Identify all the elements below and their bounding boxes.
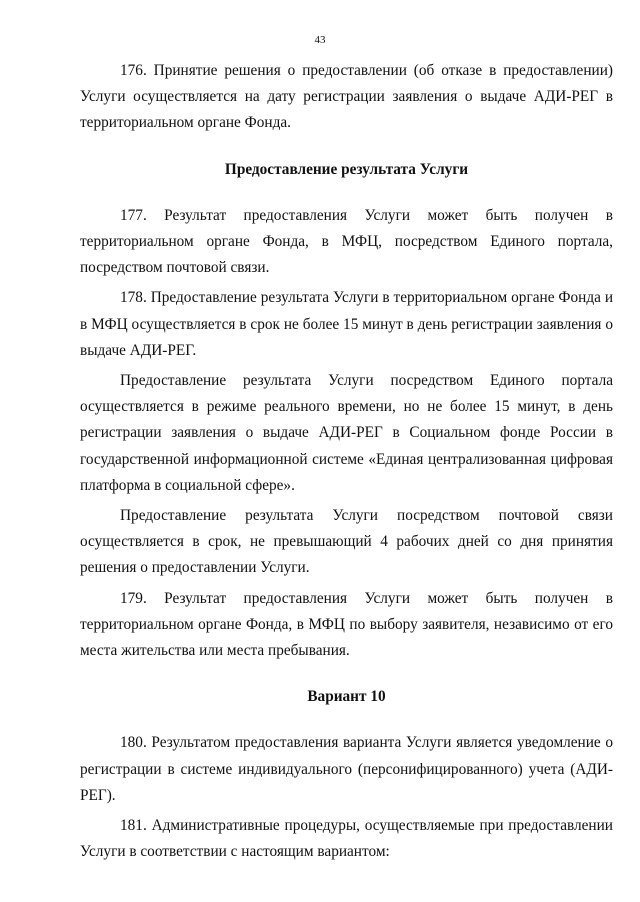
paragraph-178: 178. Предоставление результата Услуги в территориальном органе Фонда и в МФЦ осуществляется в срок не более 15 минут в день регистрации заявления о выдаче АДИ-РЕГ. (80, 289, 613, 359)
section-heading-result: Предоставление результата Услуги (224, 160, 469, 178)
paragraph-181: 181. Административные процедуры, осуществляемые при предоставлении Услуги в соответствии с настоящим вариантом: (80, 817, 613, 861)
spacer (80, 710, 613, 730)
page-number: 43 (314, 34, 326, 46)
spacer (80, 664, 613, 684)
document-body (80, 58, 613, 865)
paragraph-178-post: Предоставление результата Услуги посредством почтовой связи осуществляется в срок, не превышающий 4 рабочих дней со дня принятия решения о предоставлении Услуги. (80, 507, 613, 577)
paragraph-178-portal: Предоставление результата Услуги посредством Единого портала осуществляется в режиме реального времени, но не более 15 минут, в день регистрации заявления о выдаче АДИ-РЕГ в Социальном фонде России в государственной информационной системе «Единая централизованная цифровая платформа в социальной сфере». (80, 372, 613, 494)
paragraph-179: 179. Результат предоставления Услуги может быть получен в территориальном органе Фонда, в МФЦ по выбору заявителя, независимо от его места жительства или места пребывания. (80, 589, 613, 660)
spacer (80, 137, 613, 157)
section-heading-variant: Вариант 10 (307, 688, 386, 706)
paragraph-180: 180. Результатом предоставления варианта Услуги является уведомление о регистрации в системе индивидуального (персонифицированного) учета (АДИ-РЕГ). (80, 734, 613, 804)
paragraph-176: 176. Принятие решения о предоставлении (об отказе в предоставлении) Услуги осуществляется на дату регистрации заявления о выдаче АДИ-РЕГ в территориальном органе Фонда. (80, 62, 613, 132)
spacer (80, 183, 613, 203)
paragraph-177: 177. Результат предоставления Услуги может быть получен в территориальном органе Фонда, в МФЦ, посредством Единого портала, посредством почтовой связи. (80, 206, 613, 277)
